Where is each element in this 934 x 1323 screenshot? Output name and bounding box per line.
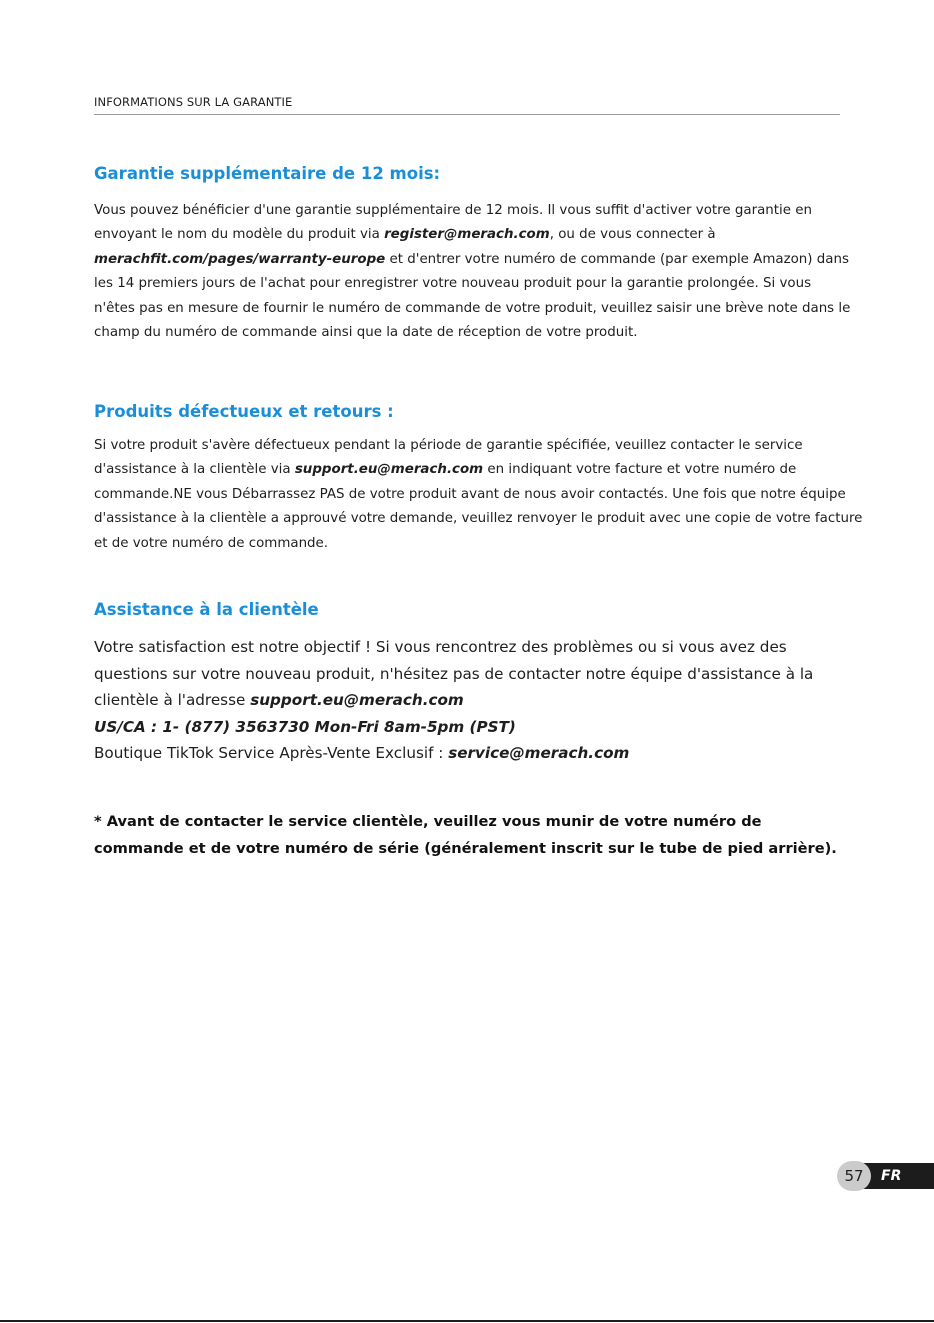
tiktok-line [94, 740, 844, 767]
warranty-url-link[interactable]: merachfit.com/pages/warranty-europe [94, 251, 386, 267]
support-email-link[interactable]: support.eu@merach.com [250, 691, 464, 709]
contact-note: * Avant de contacter le service clientèle, veuillez vous munir de votre numéro de commande et de votre numéro de série (généralement inscrit sur le tube de pied arrière). [94, 813, 837, 857]
returns-paragraph [94, 434, 870, 556]
warranty-text-1: Vous pouvez bénéficier d'une garantie supplémentaire de 12 mois. Il vous suffit d'activer votre garantie en envoyant le nom du modèle du produit via [94, 203, 812, 243]
returns-email-link[interactable]: support.eu@merach.com [294, 462, 484, 478]
support-text-1: Votre satisfaction est notre objectif ! Si vous rencontrez des problèmes ou si vous avez des questions sur votre nouveau produit, n'hésitez pas de contacter notre équipe d'assistance à la clientèle à l'adresse [94, 638, 814, 709]
page-header: INFORMATIONS SUR LA GARANTIE [94, 95, 840, 115]
bottom-border-line [0, 1320, 934, 1322]
tiktok-label: Boutique TikTok Service Après-Vente Exclusif : [94, 744, 449, 762]
warranty-paragraph [94, 199, 854, 345]
warranty-text-2: , ou de vous connecter à [549, 227, 716, 243]
returns-text-2: en indiquant votre facture et votre numéro de commande.NE vous Débarrassez PAS de votre produit avant de nous avoir contactés. Une fois que notre équipe d'assistance à la clientèle a approuvé votre demande, veuillez renvoyer le produit avec une copie de votre facture et de votre numéro de commande. [94, 462, 863, 551]
returns-text-1: Si votre produit s'avère défectueux pendant la période de garantie spécifiée, veuillez contacter le service d'assistance à la clientèle via [94, 438, 803, 478]
support-phone: US/CA : 1- (877) 3563730 Mon-Fri 8am-5pm (PST) [94, 717, 516, 736]
tiktok-email-link[interactable]: service@merach.com [448, 744, 630, 762]
warranty-email-link[interactable]: register@merach.com [384, 227, 550, 243]
language-tab: FR [856, 1163, 934, 1189]
support-paragraph [94, 634, 844, 714]
support-title: Assistance à la clientèle [94, 600, 319, 619]
warranty-text-3: et d'entrer votre numéro de commande (par exemple Amazon) dans les 14 premiers jours de l'achat pour enregistrer votre nouveau produit pour la garantie prolongée. Si vous n'êtes pas en mesure de fournir le numéro de commande de votre produit, veuillez saisir une brève note dans le champ du numéro de commande ainsi que la date de réception de votre produit. [94, 251, 851, 341]
page-number-badge: 57 [837, 1161, 871, 1191]
support-block [94, 634, 844, 767]
returns-title: Produits défectueux et retours : [94, 402, 394, 421]
warranty-title: Garantie supplémentaire de 12 mois: [94, 164, 441, 183]
